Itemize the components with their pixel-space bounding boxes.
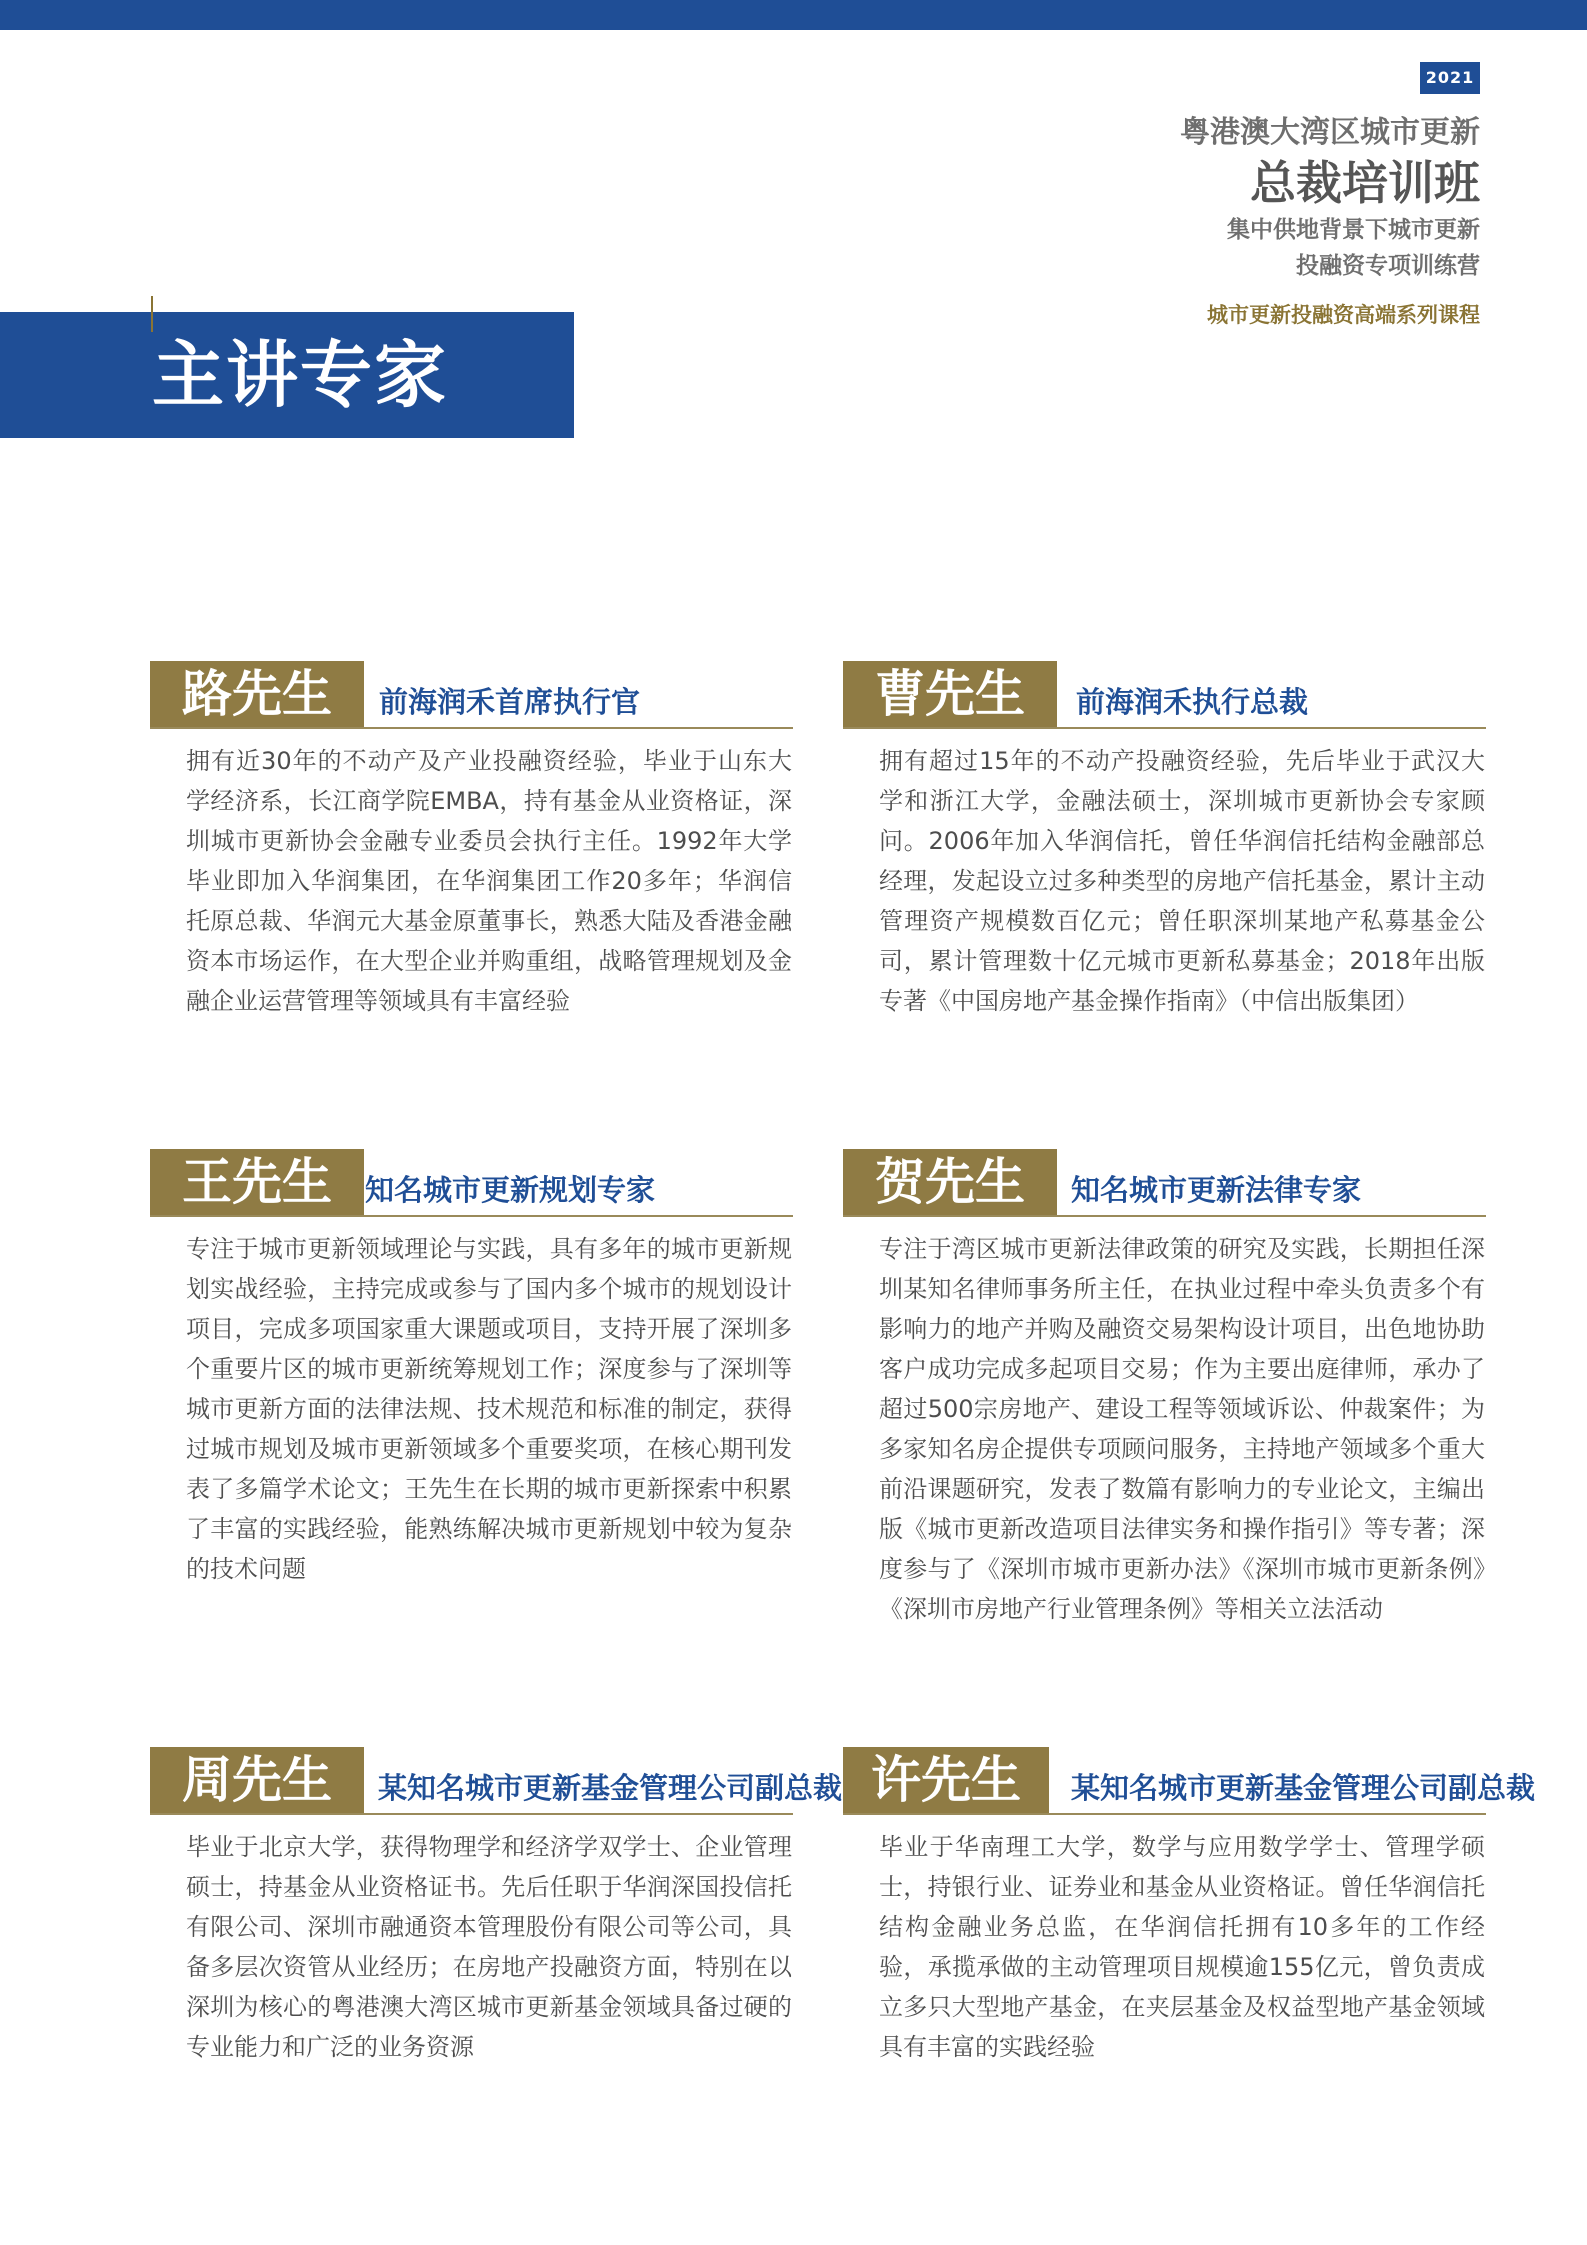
expert-bio: 毕业于华南理工大学，数学与应用数学学士、管理学硕士，持银行业、证券业和基金从业资格证。曾任华润信托结构金融业务总监，在华润信托拥有10多年的工作经验，承揽承做的主动管理项目规模逾155亿元，曾负责成立多只大型地产基金，在夹层基金及权益型地产基金领域具有丰富的实践经验 (879, 1833, 1485, 2061)
year-badge: 2021 (1420, 62, 1480, 94)
brand-line-2: 总裁培训班 (1250, 156, 1480, 210)
expert-name: 周先生 (150, 1747, 364, 1813)
expert-bio: 拥有超过15年的不动产投融资经验，先后毕业于武汉大学和浙江大学，金融法硕士，深圳城市更新协会专家顾问。2006年加入华润信托，曾任华润信托结构金融部总经理，发起设立过多种类型的房地产信托基金，累计主动管理资产规模数百亿元；曾任职深圳某地产私募基金公司，累计管理数十亿元城市更新私募基金；2018年出版专著《中国房地产基金操作指南》（中信出版集团） (879, 747, 1485, 1015)
expert-bio: 拥有近30年的不动产及产业投融资经验，毕业于山东大学经济系，长江商学院EMBA，持有基金从业资格证，深圳城市更新协会金融专业委员会执行主任。1992年大学毕业即加入华润集团，在华润集团工作20多年；华润信托原总裁、华润元大基金原董事长，熟悉大陆及香港金融资本市场运作，在大型企业并购重组，战略管理规划及金融企业运营管理等领域具有丰富经验 (186, 747, 792, 1015)
expert-card (150, 1747, 843, 2067)
expert-bio: 专注于城市更新领域理论与实践，具有多年的城市更新规划实战经验，主持完成或参与了国内多个城市的规划设计项目，完成多项国家重大课题或项目，支持开展了深圳多个重要片区的城市更新统筹规划工作；深度参与了深圳等城市更新方面的法律法规、技术规范和标准的制定，获得过城市规划及城市更新领域多个重要奖项，在核心期刊发表了多篇学术论文；王先生在长期的城市更新探索中积累了丰富的实践经验，能熟练解决城市更新规划中较为复杂的技术问题 (186, 1235, 792, 1583)
brand-line-5: 城市更新投融资高端系列课程 (1207, 303, 1480, 327)
expert-card (843, 661, 1486, 1021)
brand-line-4: 投融资专项训练营 (1296, 253, 1480, 279)
expert-name: 曹先生 (843, 661, 1057, 727)
expert-name: 贺先生 (843, 1149, 1057, 1215)
expert-role: 前海润禾执行总裁 (1076, 685, 1309, 719)
expert-role: 知名城市更新规划专家 (365, 1173, 656, 1207)
expert-header (843, 1747, 1536, 1815)
expert-card (150, 1149, 793, 1589)
program-brand-block (1180, 112, 1480, 332)
expert-card (150, 661, 793, 1021)
expert-name: 路先生 (150, 661, 364, 727)
expert-role: 知名城市更新法律专家 (1071, 1173, 1362, 1207)
expert-header (150, 1149, 793, 1217)
expert-name: 许先生 (843, 1747, 1049, 1813)
expert-header (150, 1747, 843, 1815)
expert-role: 某知名城市更新基金管理公司副总裁 (1071, 1771, 1536, 1805)
expert-role: 前海润禾首席执行官 (379, 685, 641, 719)
expert-header (843, 661, 1486, 729)
expert-header (843, 1149, 1486, 1217)
expert-bio: 专注于湾区城市更新法律政策的研究及实践，长期担任深圳某知名律师事务所主任，在执业过程中牵头负责多个有影响力的地产并购及融资交易架构设计项目，出色地协助客户成功完成多起项目交易；作为主要出庭律师，承办了超过500宗房地产、建设工程等领域诉讼、仲裁案件；为多家知名房企提供专项顾问服务，主持地产领域多个重大前沿课题研究，发表了数篇有影响力的专业论文，主编出版《城市更新改造项目法律实务和操作指引》等专著；深度参与了《深圳市城市更新办法》《深圳市城市更新条例》《深圳市房地产行业管理条例》等相关立法活动 (879, 1235, 1485, 1623)
expert-role: 某知名城市更新基金管理公司副总裁 (378, 1771, 843, 1805)
expert-name: 王先生 (150, 1149, 364, 1215)
top-color-bar (0, 0, 1587, 30)
expert-bio: 毕业于北京大学，获得物理学和经济学双学士、企业管理硕士，持基金从业资格证书。先后任职于华润深国投信托有限公司、深圳市融通资本管理股份有限公司等公司，具备多层次资管从业经历；在房地产投融资方面，特别在以深圳为核心的粤港澳大湾区城市更新基金领域具备过硬的专业能力和广泛的业务资源 (186, 1833, 792, 2061)
expert-card (843, 1747, 1536, 2067)
section-title: 主讲专家 (152, 333, 449, 417)
expert-header (150, 661, 793, 729)
brand-line-1: 粤港澳大湾区城市更新 (1180, 115, 1480, 150)
brand-line-3: 集中供地背景下城市更新 (1227, 217, 1480, 243)
expert-card (843, 1149, 1486, 1629)
